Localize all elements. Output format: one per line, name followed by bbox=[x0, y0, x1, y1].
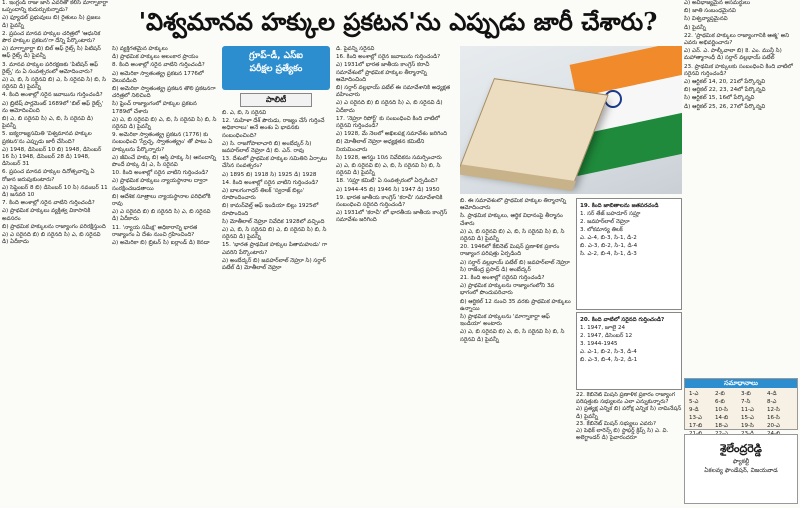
question-text: ఎ) బాలగంగాధర్ తిలక్ 'స్వరాజ్ బిల్లు' రూపొందించారు bbox=[222, 188, 305, 202]
question-text: బి. ఈ సమావేశంలో ప్రాథమిక హక్కుల తీర్మానాన్ని ఆమోదించారు bbox=[460, 198, 567, 212]
question-text: ఎ) 1895 బి) 1918 సి) 1925 డి) 1928 bbox=[222, 171, 317, 178]
question-text: ఎ) ఎ, బి సరైనవి బి) ఎ, బి, సి సరైనవి సి) బి, సి సరైనవి డి) పైవన్నీ bbox=[336, 163, 441, 177]
question-text: 2. ప్రపంచ మానవ హక్కుల చరిత్రలో 'ఆధునిక పౌర హక్కుల ప్రకటన'గా దేన్ని పేర్కొంటారు? bbox=[2, 30, 101, 45]
question-text: ఎ) ఎ, బి సరైనవి బి) ఎ, బి, సి సరైనవి సి) బి, సి సరైనవి డి) పైవన్నీ bbox=[112, 116, 217, 131]
question-text: సి) ఫ్రెంచ్ రాజ్యాంగంలో హక్కుల ప్రకటన 1789లో చేశారు bbox=[112, 101, 197, 115]
question-text: బి) అమెరికా స్వాతంత్య్ర ప్రకటన తొలి ప్రకటనగా చరిత్రలో నిలిచింది bbox=[112, 86, 216, 100]
matching-line: ఎ. ఎ-1, బి-2, సి-3, డి-4 bbox=[580, 349, 637, 355]
question-text: 1. ఇంగ్లండ్ రాజు జాన్ ఎవరితో కలిసి మాగ్నాకార్టా ఒప్పందాన్ని కుదుర్చుకున్నాడు? bbox=[2, 0, 108, 14]
question-text: 22. కేబినెట్ మిషన్ ప్రణాళిక ప్రకారం రాజ్యాంగ పరిషత్తుకు సభ్యులను ఎలా ఎన్నుకున్నారు? bbox=[576, 392, 675, 406]
answer-key-item: 16-సి bbox=[767, 415, 780, 421]
question-text: 14. కింది అంశాల్లో సరైన వాటిని గుర్తించండి? bbox=[222, 179, 319, 186]
matching-box-2-lines bbox=[580, 324, 678, 364]
question-text: ఎ) అంబేద్కర్ బి) జవహర్‌లాల్ నెహ్రూ సి) సర్దార్ పటేల్ డి) మోతీలాల్ నెహ్రూ bbox=[222, 257, 326, 272]
section-banner-line1: గ్రూప్-డీ, ఎస్ఐ bbox=[249, 51, 303, 61]
question-text: 13. దేశంలో ప్రాథమిక హక్కుల సమితిని ఏర్పాటు చేసిన సంవత్సరం? bbox=[222, 156, 328, 170]
question-text: ఎ) 1928, మే నెలలో అఖిలపక్ష సమావేశం జరిగింది bbox=[336, 131, 448, 138]
question-text: డి. పైవన్నీ సరైనవి bbox=[336, 46, 375, 52]
article-column-5-lower bbox=[576, 392, 682, 508]
answer-key-item: 11-ఎ bbox=[741, 407, 754, 413]
matching-line: సి. ఎ-2, బి-4, సి-1, డి-3 bbox=[580, 251, 637, 257]
question-text: ఎ) ఫ్యూడల్ ప్రభువులు బి) రైతులు సి) ప్రజలు డి) పైవన్నీ bbox=[2, 15, 101, 29]
question-text: సి) ఆర్టికల్ 15, 16లో పేర్కొన్నవి bbox=[684, 95, 755, 102]
question-text: బి) ఎ, బి సరైనవి సి) ఎ, బి, సి సరైనవి డి) పైవన్నీ bbox=[2, 116, 94, 130]
answer-key-grid bbox=[685, 388, 797, 440]
author-org: ఏకలవ్య ఫౌండేషన్, విజయవాడ bbox=[704, 467, 778, 474]
answer-key-item: 15-ఎ bbox=[741, 415, 754, 421]
answer-key-item: 1-ఎ bbox=[689, 391, 699, 397]
question-text: సి) మోతీలాల్ నెహ్రూ నివేదిక 1928లో వచ్చింది bbox=[222, 218, 325, 225]
question-text: 4. కింది అంశాల్లో సరైన జవాబును గుర్తించండి? bbox=[2, 92, 103, 99]
answer-key-item: 19-సి bbox=[741, 423, 754, 429]
question-text: 18. 'సప్రూ కమిటీ' ఏ సంవత్సరంలో ఏర్పడింది? bbox=[336, 178, 438, 185]
question-text: 15. 'భారత ప్రాథమిక హక్కుల పితామహుడు' గా ఎవరిని పేర్కొంటారు? bbox=[222, 242, 328, 256]
question-text: బి) ఆర్టికల్ 22, 23, 24లో పేర్కొన్నవి bbox=[684, 87, 766, 94]
answer-key-item: 13-ఎ bbox=[689, 415, 702, 421]
answer-key-title: సమాధానాలు bbox=[685, 379, 797, 388]
author-name: శైలేంద్రరెడ్డి bbox=[720, 442, 762, 455]
question-text: బి) ఆర్టికల్ 12 నుంచి 35 వరకు ప్రాథమిక హక్కులు ఉన్నాయి bbox=[460, 298, 571, 312]
matching-line: బి. ఎ-3, బి-2, సి-1, డి-4 bbox=[580, 243, 638, 249]
article-column-1 bbox=[2, 0, 108, 508]
question-text: 23. కేబినెట్ మిషన్ సభ్యులు ఎవరు? bbox=[576, 420, 656, 427]
question-text: ఎ) పెథిక్ లారెన్స్ బి) స్టాఫర్డ్ క్రిప్స్ సి) ఎ. వి. అలెగ్జాండర్ డి) పైవారందరూ bbox=[576, 428, 669, 442]
question-text: ఎ) ప్రాథమిక హక్కులు న్యాయస్థానాల ద్వారా సంరక్షించబడతాయి bbox=[112, 178, 208, 192]
question-text: సి) ప్రాథమిక హక్కులను 'మాగ్నాకార్టా ఆఫ్ ఇండియా' అంటారు bbox=[460, 314, 550, 328]
question-text: ఎ) ఎ, బి సరైనవి బి) ఎ, బి, సి సరైనవి సి) బి, సి సరైనవి డి) పైవన్నీ bbox=[460, 228, 565, 243]
question-text: ఎ) అవిభాజ్యమైన అసమర్థులు bbox=[684, 0, 751, 6]
answer-key-item: 4-డి bbox=[767, 391, 777, 397]
question-text: ఎ) జీవించే హక్కు బి) ఆస్తి హక్కు సి) ఆనందాన్ని పొందే హక్కు డి) ఎ, సి సరైనవి bbox=[112, 154, 217, 169]
author-role: ఫ్యాకల్టీ bbox=[732, 458, 750, 465]
matching-line: బి. ఎ-3, బి-4, సి-2, డి-1 bbox=[580, 357, 638, 363]
matching-line: ఎ. ఎ-4, బి-3, సి-1, డి-2 bbox=[580, 235, 637, 241]
question-text: ఎ) 1931లో భారత జాతీయ కాంగ్రెస్ కరాచీ సమావేశంలో ప్రాథమిక హక్కుల తీర్మానాన్ని ఆమోదించింది bbox=[336, 62, 430, 83]
answer-key-item: 6-బి bbox=[715, 399, 725, 405]
question-text: 20. 1946లో కేబినెట్ మిషన్ ప్రణాళిక ప్రకారం రాజ్యాంగ పరిషత్తు ఏర్పడింది bbox=[460, 244, 560, 258]
article-column-5 bbox=[460, 198, 572, 508]
question-text: ఎ) 1948, డిసెంబర్ 10 బి) 1948, డిసెంబర్ 16 సి) 1948, డిసెంబర్ 28 డి) 1948, డిసెంబర్ 31 bbox=[2, 146, 102, 168]
answer-key-box bbox=[684, 378, 798, 430]
answer-key-item: 8-ఎ bbox=[767, 399, 777, 405]
article-column-2 bbox=[112, 46, 218, 508]
question-text: ఎ) ఎ, బి, సి సరైనవి బి) ఎ, బి సరైనవి సి) బి, సి సరైనవి డి) పైవన్నీ bbox=[222, 227, 327, 241]
section-banner bbox=[222, 46, 330, 90]
answer-key-item: 2-బి bbox=[715, 391, 725, 397]
answer-key-item: 17-బి bbox=[689, 423, 703, 429]
question-text: సి. ప్రాథమిక హక్కులు, ఆర్థిక విధానంపై తీర్మానం చేశారు bbox=[460, 213, 563, 227]
question-text: సి) విశ్వవ్యాప్తమైనవి bbox=[684, 16, 728, 23]
answer-key-item: 3-బి bbox=[741, 391, 751, 397]
matching-box-1-title: 19. కింది జాబితాలను జతపరచండి bbox=[580, 203, 659, 209]
question-text: బి) మోతీలాల్ నెహ్రూ అధ్యక్షతన కమిటీని నియమించారు bbox=[336, 139, 425, 153]
article-column-6 bbox=[684, 0, 798, 376]
matching-box-1 bbox=[576, 198, 682, 310]
question-text: ఎ) బ్రిటిష్ పార్లమెంట్ 1689లో 'బిల్ ఆఫ్ రైట్స్' ను ఆమోదించింది bbox=[2, 100, 104, 114]
question-text: బి) జాతి సంబంధమైనవి bbox=[684, 8, 736, 15]
answer-key-item: 14-బి bbox=[715, 415, 729, 421]
question-text: 17. 'నెహ్రూ రిపోర్ట్' కు సంబంధించి కింది వాటిలో సరైనవి గుర్తించండి? bbox=[336, 115, 440, 130]
question-text: 10. కింది అంశాల్లో సరైన వాటిని గుర్తించండి? bbox=[112, 170, 209, 177]
question-text: 16. కింది అంశాల్లో సరైన జవాబును గుర్తించండి? bbox=[336, 54, 441, 61]
answer-key-item: 7-సి bbox=[741, 399, 751, 405]
author-box bbox=[684, 434, 798, 504]
question-text: 5. ఐక్యరాజ్యసమితి 'విశ్వమానవ హక్కుల ప్రకటన'ను ఎప్పుడు జారీ చేసింది? bbox=[2, 131, 92, 145]
question-text: ఎ) మాగ్నాకార్టా బి) బిల్ ఆఫ్ రైట్స్ సి) పిటిషన్ ఆఫ్ రైట్స్ డి) పైవన్నీ bbox=[2, 46, 101, 60]
question-text: బి) కామన్‌వెల్త్ ఆఫ్ ఇండియా బిల్లు 1925లో రూపొందింది bbox=[222, 203, 319, 217]
question-text: 8. కింది అంశాల్లో సరైన వాటిని గుర్తించండి? bbox=[112, 62, 205, 69]
question-text: 12. 'మహిళా దేశ్ పౌరుడు, రాజ్యం చేసే గుర్తించే అధికారాలు' అనే అంశం ఏ భావనకు సంబంధించింది? bbox=[222, 118, 325, 139]
matching-line: 1. 1947, జూలై 24 bbox=[580, 325, 626, 331]
question-text: 3. మానవ హక్కుల పరిరక్షణకు 'పిటిషన్ ఆఫ్ రైట్స్' ను ఏ సంవత్సరంలో ఆమోదించారు? bbox=[2, 61, 99, 75]
question-text: 23. ప్రాథమిక హక్కులకు సంబంధించి కింది వాటిలో సరైనవి గుర్తించండి? bbox=[684, 63, 793, 77]
section-tag: పాలిటీ bbox=[240, 93, 312, 107]
question-text: ఎ) ఎ సరైనది బి) బి సరైనది సి) ఎ, బి సరైనవి డి) ఏదీకాదు bbox=[336, 100, 443, 114]
question-text: డి) పైవన్నీ bbox=[684, 24, 706, 31]
question-text: సి) వ్యక్తిగతమైన హక్కులు bbox=[112, 46, 168, 52]
question-text: ఎ) సి. రాజగోపాలాచారి బి) అంబేద్కర్ సి) జవహర్‌లాల్ నెహ్రూ డి) బి. ఎన్. రావు bbox=[222, 140, 312, 155]
question-text: 11. 'న్యాయ సమీక్ష' అధికారాన్ని భారత రాజ్యాంగం ఏ దేశం నుంచి గ్రహించింది? bbox=[112, 224, 198, 238]
question-text: ఎ) ఎ సరైనది బి) బి సరైనది సి) ఎ, బి సరైనవి డి) ఏదీకాదు bbox=[112, 209, 211, 223]
matching-line: 2. జవహర్‌లాల్ నెహ్రూ bbox=[580, 219, 630, 225]
question-text: ఎ) ఆర్టికల్ 14, 20, 21లో పేర్కొన్నవి bbox=[684, 79, 766, 86]
question-text: బి) ఆదేశిక సూత్రాలు న్యాయస్థానాల పరిధిలోకి రావు bbox=[112, 193, 211, 208]
question-text: ఎ) ఎన్. ఎ. పాల్కీవాలా బి) కె. ఎం. మున్షీ సి) మహాత్మాగాంధీ డి) సర్దార్ వల్లభాయ్ పటేల్ bbox=[684, 48, 782, 62]
matching-box-2-title: 20. కింది వాటిలో సరైనది గుర్తించండి? bbox=[580, 317, 665, 323]
answer-key-item: 20-ఎ bbox=[767, 423, 780, 429]
answer-key-item: 5-ఎ bbox=[689, 399, 699, 405]
question-text: ఎ) ఎ, బి, సి సరైనవి బి) ఎ, సి సరైనవి సి) బి, సి సరైనవి డి) పైవన్నీ bbox=[2, 77, 107, 91]
question-text: ఎ) ప్రాథమిక హక్కులను రాజ్యాంగంలోని 3వ భాగంలో పొందుపరిచారు bbox=[460, 283, 555, 297]
constitution-photo bbox=[460, 46, 682, 194]
matching-box-2 bbox=[576, 312, 682, 390]
matching-line: 3. 1944-1945 bbox=[580, 341, 618, 347]
question-text: ఎ) సర్దార్ వల్లభాయ్ పటేల్ బి) జవహర్‌లాల్ నెహ్రూ సి) రాజేంద్ర ప్రసాద్ డి) అంబేద్కర్ bbox=[460, 259, 570, 273]
article-column-3 bbox=[222, 110, 330, 508]
answer-key-item: 10-సి bbox=[715, 407, 728, 413]
matching-line: 1. సర్ తేజ్ బహదూర్ సప్రూ bbox=[580, 211, 641, 217]
answer-key-item: 9-డి bbox=[689, 407, 699, 413]
matching-line: 2. 1947, డిసెంబర్ 12 bbox=[580, 333, 633, 339]
question-text: 7. కింది అంశాల్లో సరైన వాటిని గుర్తించండి? bbox=[2, 200, 95, 207]
question-text: 19. భారత జాతీయ కాంగ్రెస్ 'కరాచీ' సమావేశానికి సంబంధించి సరైనది గుర్తించండి? bbox=[336, 194, 443, 209]
question-text: 22. 'ప్రాథమిక హక్కులు రాజ్యాంగానికి ఆత్మ' అని ఎవరు అభివర్ణించారు? bbox=[684, 32, 790, 47]
question-text: ఎ) 1944-45 బి) 1946 సి) 1947 డి) 1950 bbox=[336, 186, 440, 193]
answer-key-item: 18-ఎ bbox=[715, 423, 728, 429]
matching-line: 3. లోకమాన్య తిలక్ bbox=[580, 227, 623, 233]
question-text: డి) ఆర్టికల్ 25, 26, 27లో పేర్కొన్నవి bbox=[684, 103, 766, 110]
question-text: ఎ) అమెరికా బి) బ్రిటన్ సి) ఐర్లాండ్ డి) కెనడా bbox=[112, 240, 210, 247]
headline: 'విశ్వమానవ హక్కుల ప్రకటన'ను ఎప్పుడు జారీ చేశారు? bbox=[138, 7, 658, 36]
matching-box-1-lines bbox=[580, 210, 678, 258]
question-text: 6. ప్రపంచ మానవ హక్కుల దినోత్సవాన్ని ఏ రోజున జరుపుకుంటారు? bbox=[2, 169, 95, 183]
question-text: బి) ప్రాథమిక హక్కులను రాజ్యాంగం పరిరక్షిస్తుంది bbox=[2, 223, 106, 230]
question-text: 9. అమెరికా స్వాతంత్య్ర ప్రకటన (1776) కు సంబంధించి 'స్వేచ్ఛ, స్వాతంత్య్రం' తో పాటు ఏ హక్కులను పేర్కొన్నారు? bbox=[112, 132, 213, 153]
answer-key-item: 12-సి bbox=[767, 407, 780, 413]
question-text: ఎ) సెప్టెంబర్ 8 బి) డిసెంబర్ 10 సి) నవంబర్ 11 డి) జనవరి 10 bbox=[2, 184, 108, 199]
section-banner-line2: పరీక్షల ప్రత్యేకం bbox=[249, 64, 303, 74]
question-text: 21. కింది అంశాల్లో సరైనవి గుర్తించండి? bbox=[460, 275, 545, 282]
question-text: ఎ) ప్రాథమిక హక్కులు వ్యక్తిత్వ వికాసానికి అవసరం bbox=[2, 208, 91, 222]
article-column-4 bbox=[336, 46, 456, 508]
question-text: సి) 1928, ఆగస్టు 10న నివేదికను సమర్పించారు bbox=[336, 154, 442, 161]
question-text: ఎ) 1931లో 'కరాచీ' లో భారతీయ జాతీయ కాంగ్రెస్ సమావేశం జరిగింది bbox=[336, 210, 448, 224]
question-text: బి) సర్దార్ వల్లభాయ్ పటేల్ ఈ సమావేశానికి అధ్యక్షత వహించారు bbox=[336, 85, 451, 99]
question-text: ఎ) ఎ సరైనది బి) బి సరైనది సి) ఎ, బి సరైనవి డి) ఏదీకాదు bbox=[2, 232, 101, 246]
question-text: ఎ) ఎ, బి సరైనవి బి) ఎ, బి, సి సరైనవి సి) బి, సి సరైనవి డి) పైవన్నీ bbox=[460, 329, 565, 343]
question-text: ఎ) ప్రత్యక్ష ఎన్నిక బి) పరోక్ష ఎన్నిక సి) నామినేషన్ డి) పైవన్నీ bbox=[576, 406, 682, 420]
question-text: బి. ఎ, బి, సి సరైనవి bbox=[222, 110, 267, 116]
question-text: ఎ) అమెరికా స్వాతంత్య్ర ప్రకటన 1776లో వెలువడింది bbox=[112, 70, 204, 84]
question-text: డి) ప్రాథమిక హక్కులు అలంకార ప్రాయం bbox=[112, 54, 199, 61]
